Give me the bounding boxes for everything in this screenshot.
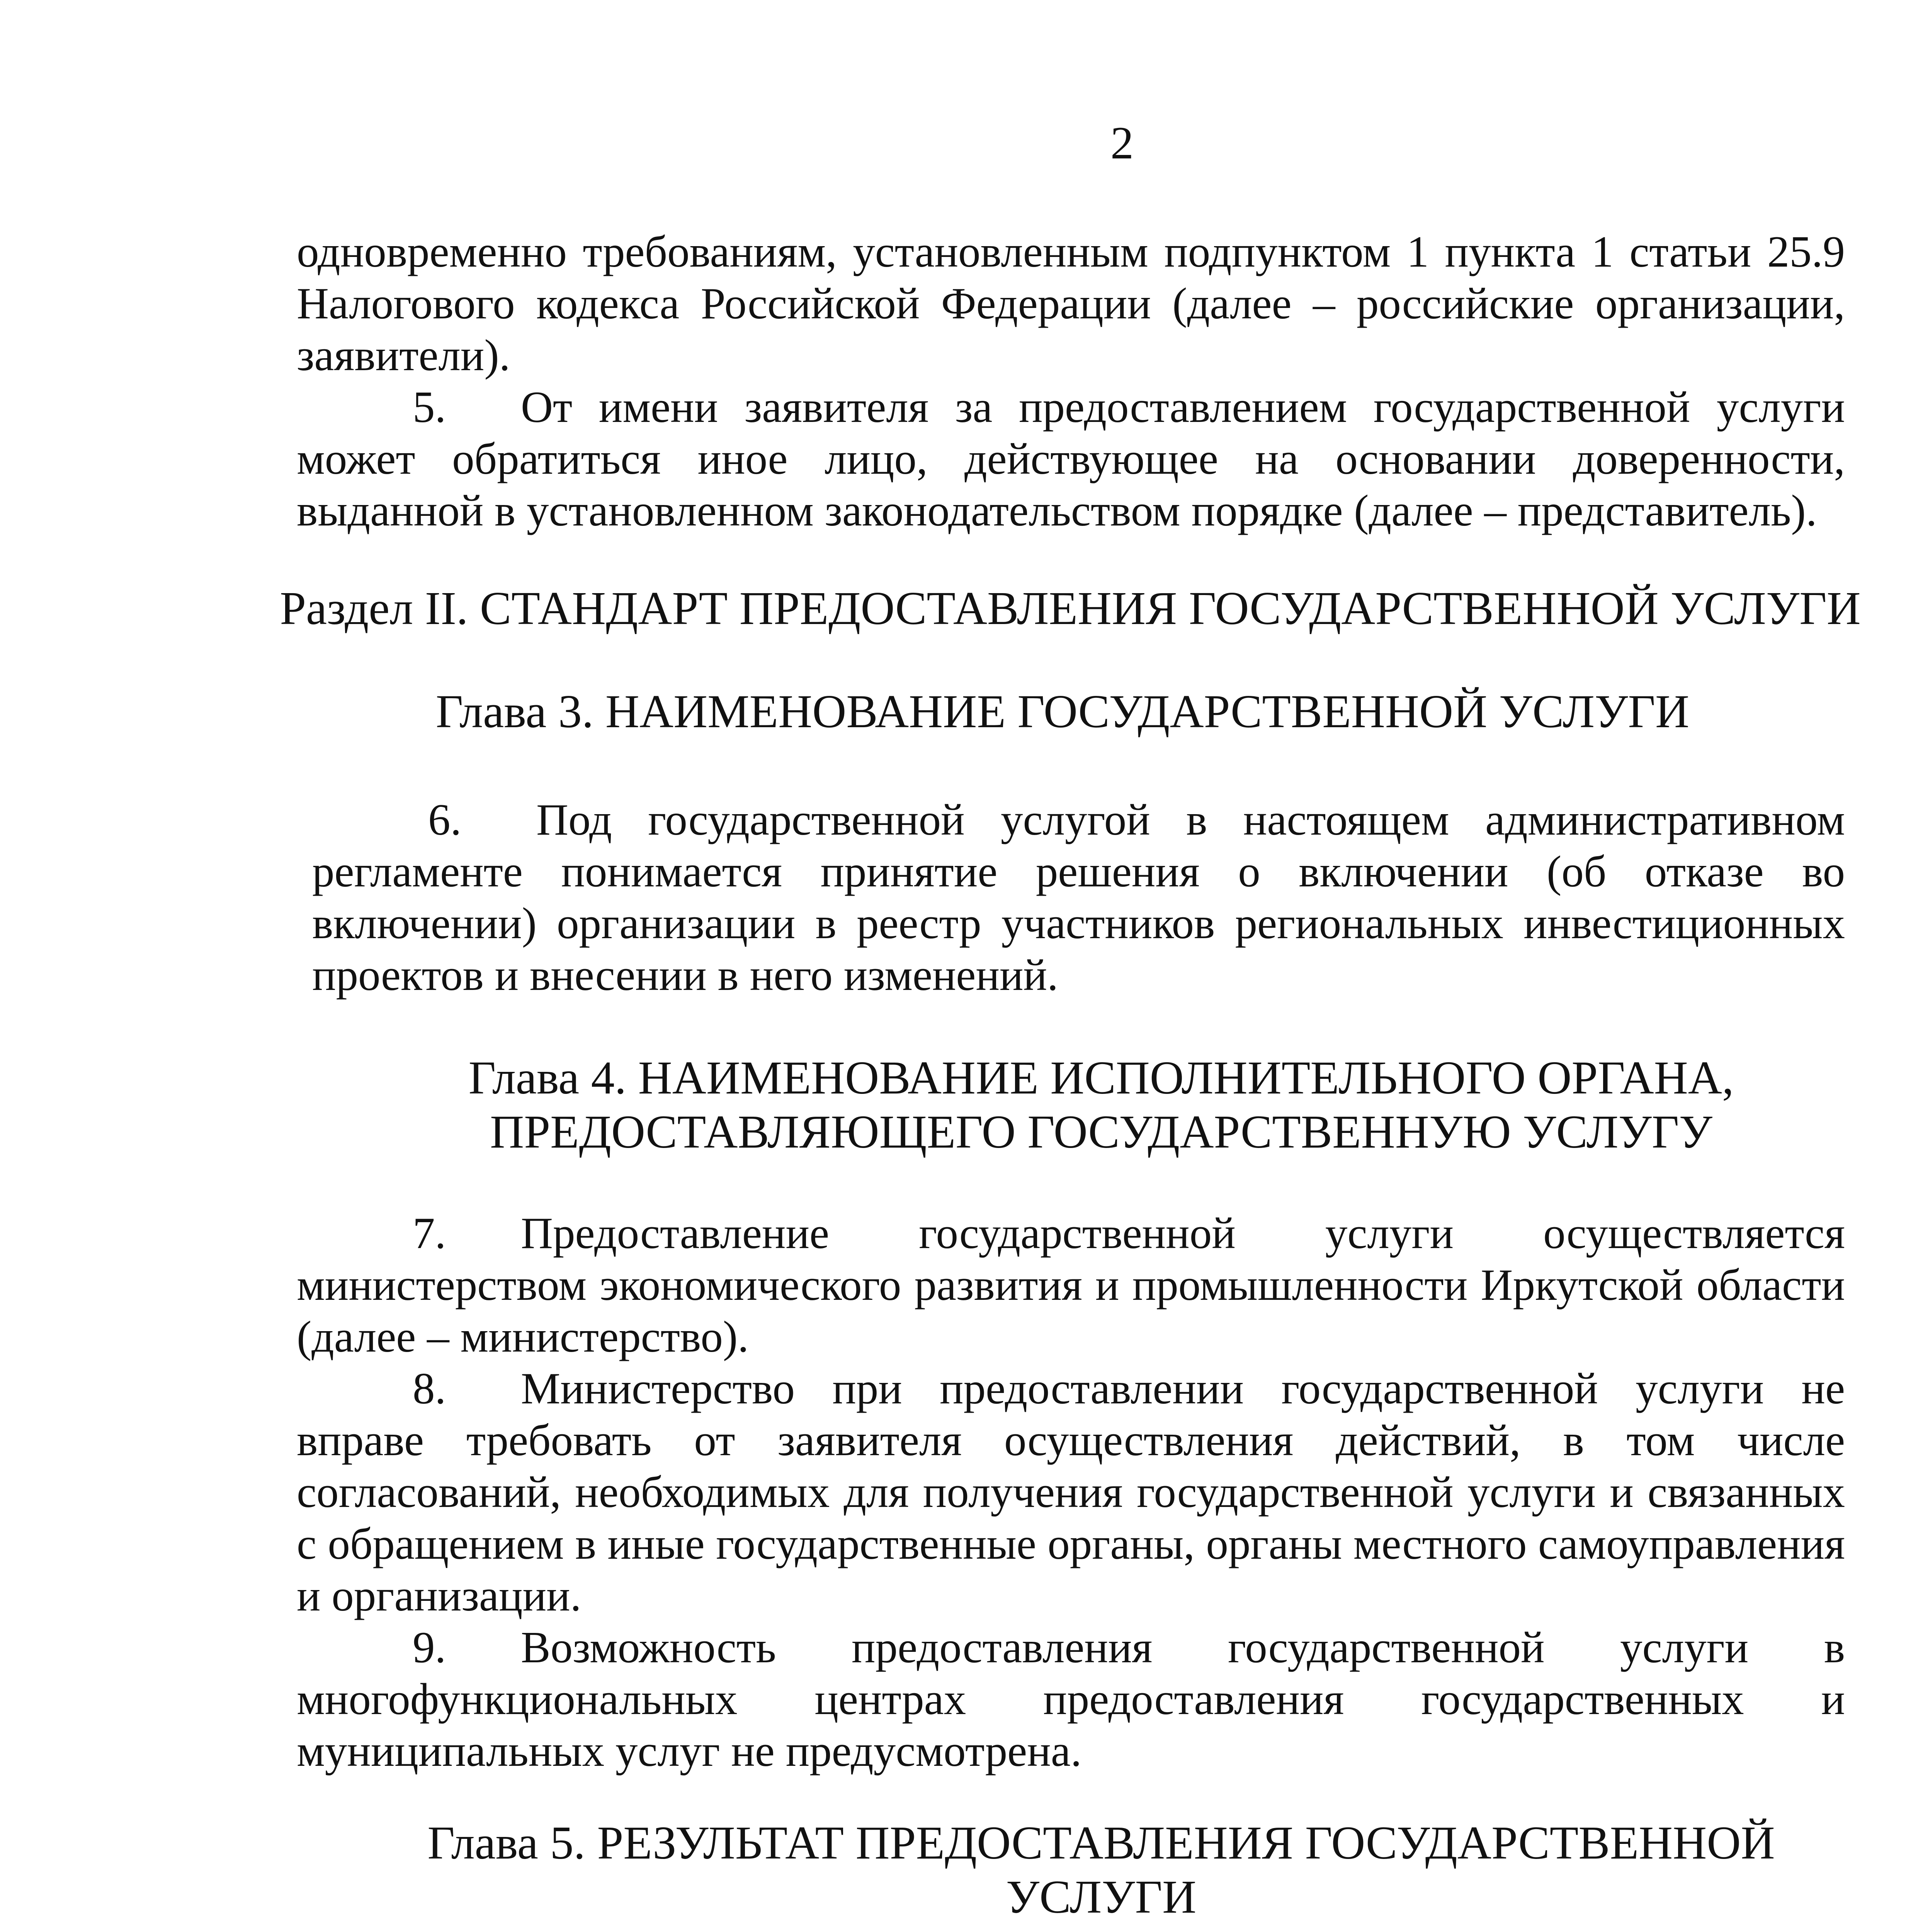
- paragraph-6: [312, 794, 1845, 1001]
- section-2-title: Раздел II. СТАНДАРТ ПРЕДОСТАВЛЕНИЯ ГОСУДАРСТВЕННОЙ УСЛУГИ: [280, 582, 1861, 634]
- paragraph-8-number: 8.: [413, 1364, 446, 1413]
- paragraph-8: [297, 1363, 1845, 1622]
- chapter-3-title: Глава 3. НАИМЕНОВАНИЕ ГОСУДАРСТВЕННОЙ УСЛУГИ: [435, 685, 1690, 738]
- paragraph-9: [297, 1622, 1845, 1777]
- paragraph-9-number: 9.: [413, 1623, 446, 1672]
- paragraph-7-text: Предоставление государственной услуги осуществляется министерством экономического развития и промышленности Иркутской области (далее – министерство).: [297, 1209, 1845, 1361]
- paragraph-6-number: 6.: [428, 795, 462, 844]
- chapter-4-title-line-2: ПРЕДОСТАВЛЯЮЩЕГО ГОСУДАРСТВЕННУЮ УСЛУГУ: [490, 1106, 1712, 1158]
- paragraph-5-text: От имени заявителя за предоставлением государственной услуги может обратиться иное лицо, действующее на основании доверенности, выданной в установленном законодательством порядке (далее – представитель).: [297, 383, 1845, 535]
- paragraph-5-number: 5.: [413, 383, 446, 432]
- intro-block: [297, 226, 1845, 537]
- chapter-4-title-line-1: Глава 4. НАИМЕНОВАНИЕ ИСПОЛНИТЕЛЬНОГО ОРГАНА,: [468, 1052, 1734, 1104]
- paragraph-5: [297, 381, 1845, 537]
- chapter-4-body: [297, 1208, 1845, 1777]
- paragraph-9-text: Возможность предоставления государственной услуги в многофункциональных центрах предоставления государственных и муниципальных услуг не предусмотрена.: [297, 1623, 1845, 1776]
- paragraph-6-text: Под государственной услугой в настоящем административном регламенте понимается принятие решения о включении (об отказе во включении) организации в реестр участников региональных инвестиционных проектов и внесении в него изменений.: [312, 795, 1845, 1000]
- chapter-3-body: [312, 794, 1845, 1001]
- paragraph-8-text: Министерство при предоставлении государственной услуги не вправе требовать от заявителя осуществления действий, в том числе согласований, необходимых для получения государственной услуги и связанных с обращением в иные государственные органы, органы местного самоуправления и организации.: [297, 1364, 1845, 1620]
- chapter-4-title: [386, 1051, 1816, 1159]
- chapter-5-title-line-1: Глава 5. РЕЗУЛЬТАТ ПРЕДОСТАВЛЕНИЯ ГОСУДАРСТВЕННОЙ: [427, 1817, 1775, 1869]
- continuation-paragraph: одновременно требованиям, установленным подпунктом 1 пункта 1 статьи 25.9 Налогового кодекса Российской Федерации (далее – российские организации, заявители).: [297, 227, 1845, 380]
- paragraph-7: [297, 1208, 1845, 1363]
- page-number: 2: [1110, 117, 1134, 168]
- chapter-5-title: [386, 1816, 1816, 1924]
- paragraph-7-number: 7.: [413, 1209, 446, 1258]
- chapter-5-title-line-2: УСЛУГИ: [1006, 1871, 1197, 1923]
